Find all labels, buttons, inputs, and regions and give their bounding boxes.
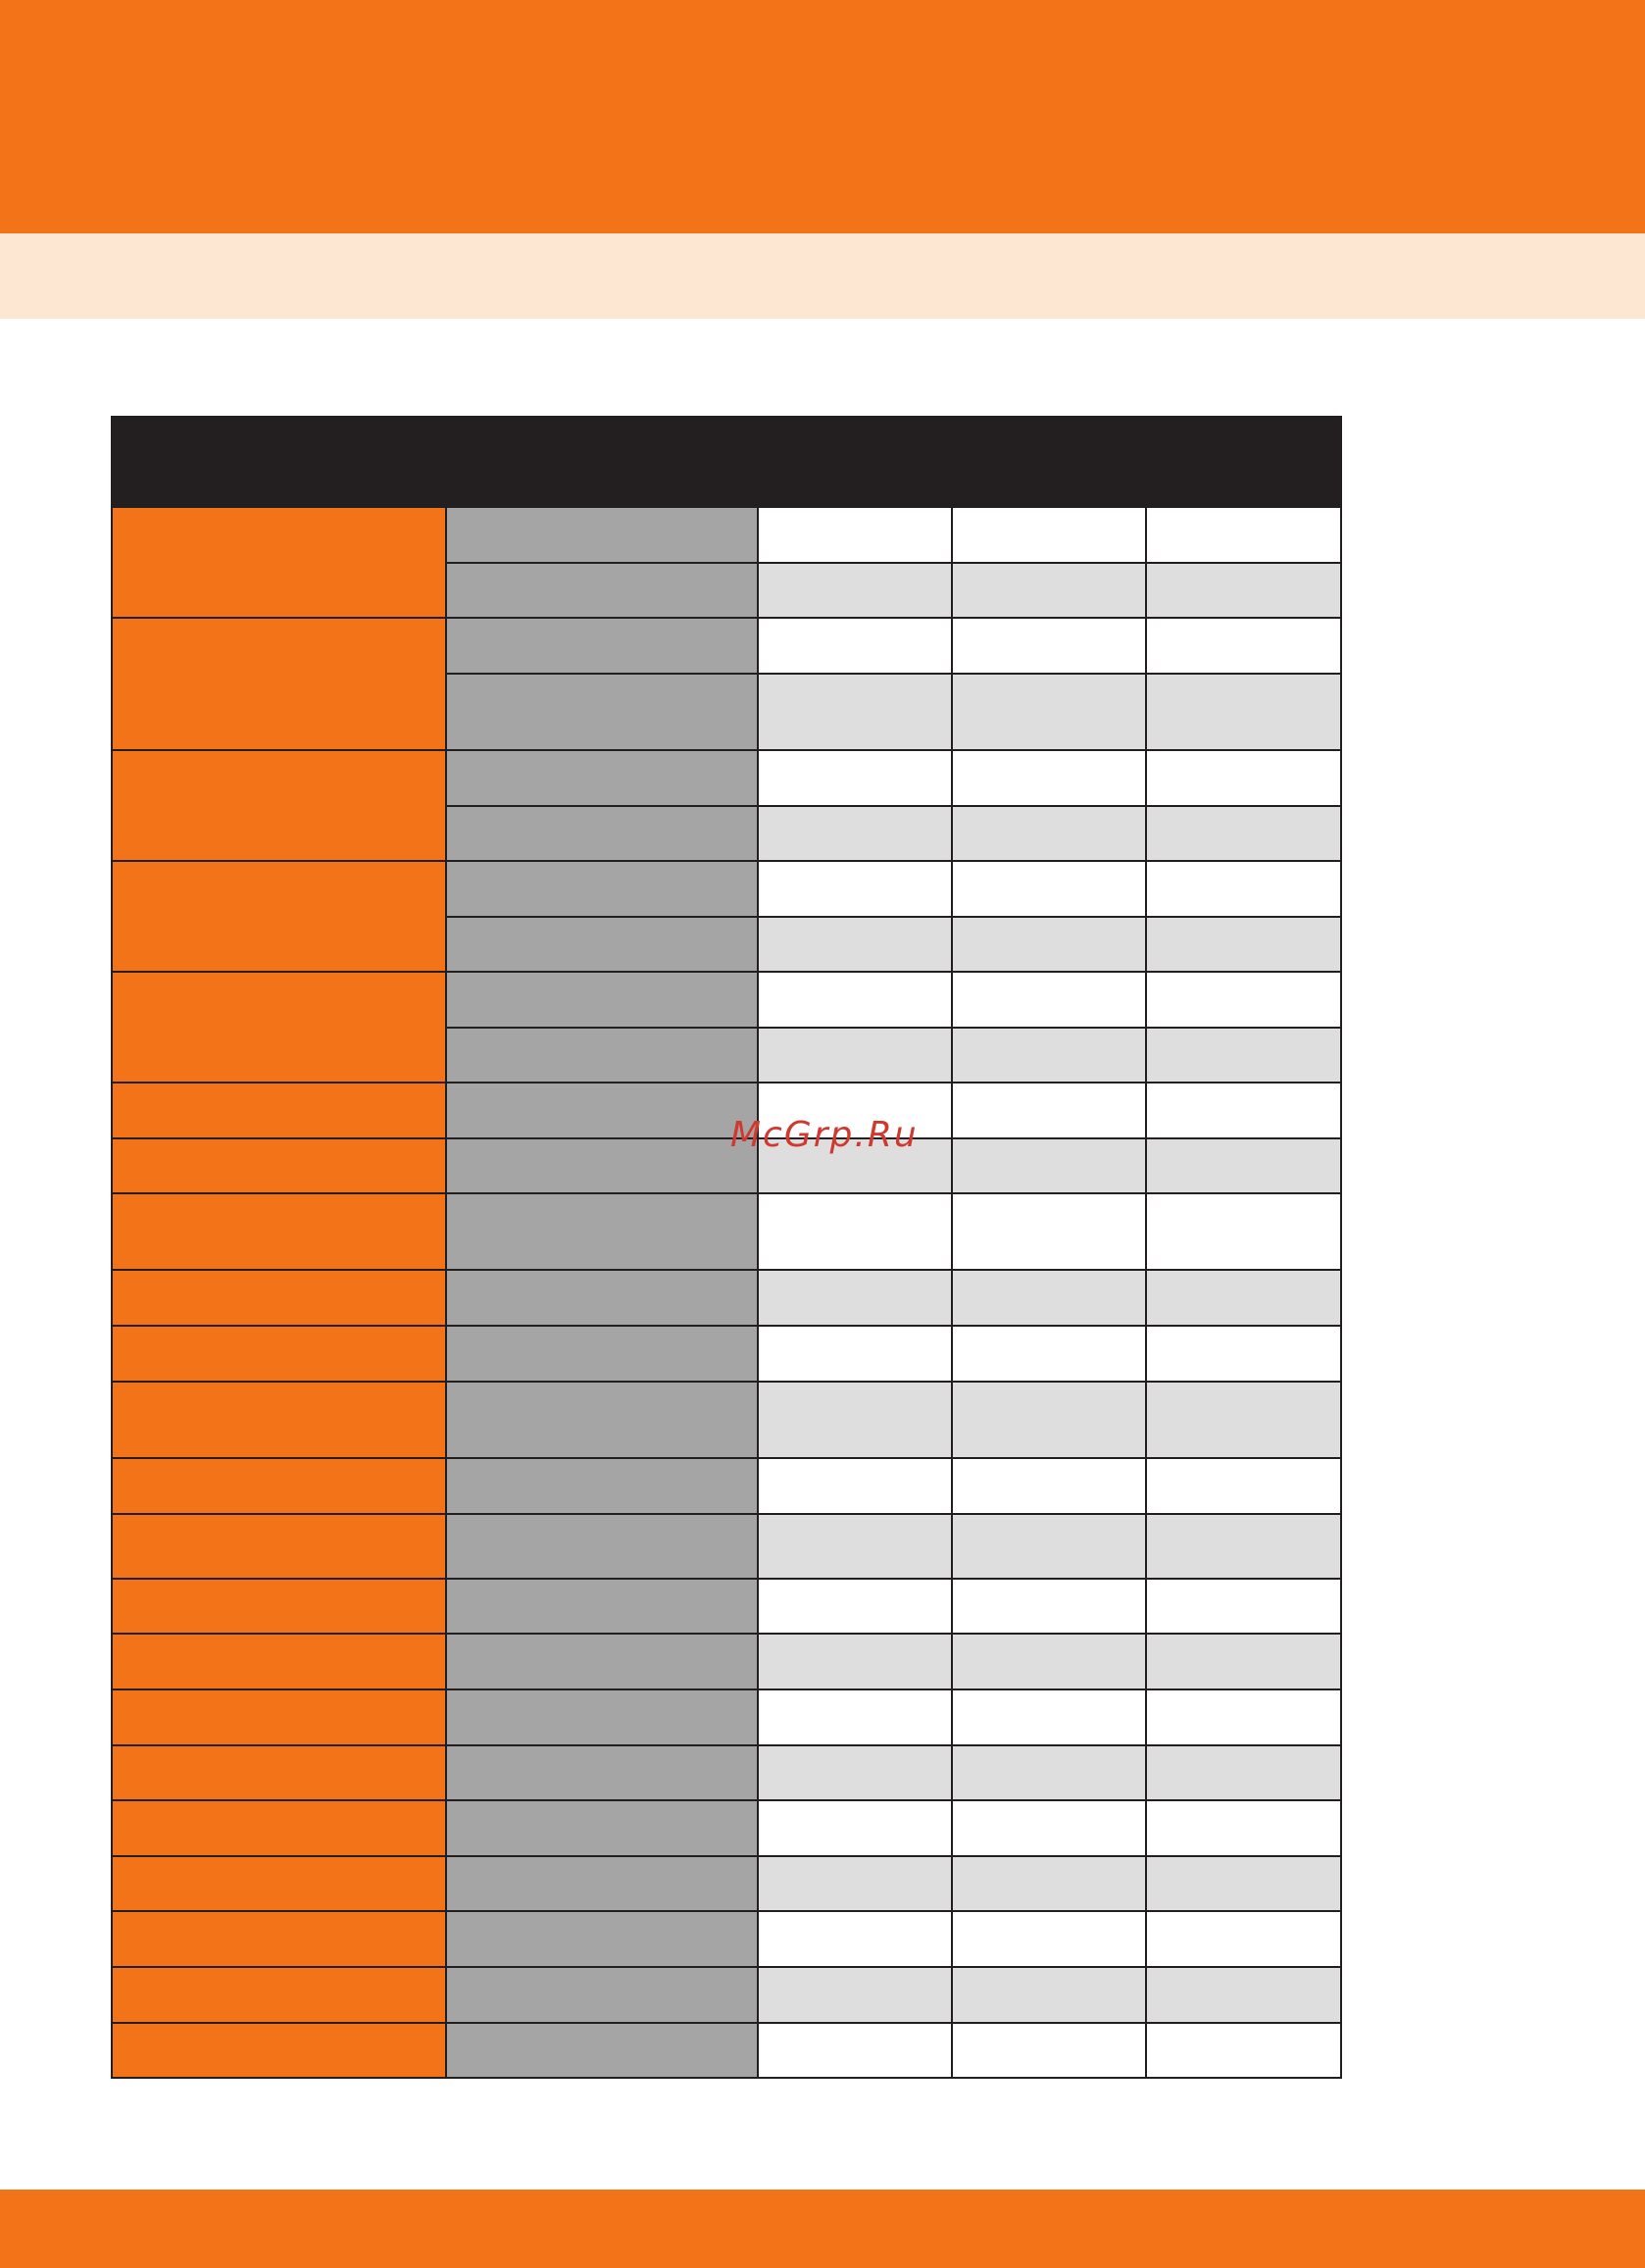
value-cell: [1146, 618, 1341, 674]
category-cell: [112, 1138, 446, 1193]
value-cell: [758, 1270, 952, 1326]
category-cell: [112, 1856, 446, 1911]
category-cell: [112, 1458, 446, 1514]
subcategory-cell: [446, 806, 758, 861]
value-cell: [952, 1800, 1146, 1856]
value-cell: [1146, 1083, 1341, 1138]
category-cell: [112, 1382, 446, 1458]
value-cell: [1146, 2023, 1341, 2078]
subcategory-cell: [446, 1138, 758, 1193]
value-cell: [758, 1745, 952, 1800]
value-cell: [952, 674, 1146, 750]
value-cell: [1146, 1579, 1341, 1634]
table-row: [112, 1856, 1341, 1911]
value-cell: [1146, 972, 1341, 1028]
value-cell: [952, 806, 1146, 861]
category-cell: [112, 1745, 446, 1800]
subcategory-cell: [446, 1689, 758, 1745]
subcategory-cell: [446, 1800, 758, 1856]
subcategory-cell: [446, 1028, 758, 1083]
subcategory-cell: [446, 1458, 758, 1514]
table-row: [112, 507, 1341, 563]
subcategory-cell: [446, 1270, 758, 1326]
value-cell: [758, 917, 952, 972]
subcategory-cell: [446, 917, 758, 972]
category-cell: [112, 972, 446, 1083]
subcategory-cell: [446, 1326, 758, 1382]
value-cell: [952, 972, 1146, 1028]
value-cell: [1146, 1028, 1341, 1083]
value-cell: [758, 563, 952, 618]
value-cell: [952, 2023, 1146, 2078]
table-row: [112, 2023, 1341, 2078]
value-cell: [758, 972, 952, 1028]
subcategory-cell: [446, 1967, 758, 2023]
value-cell: [952, 1083, 1146, 1138]
value-cell: [1146, 674, 1341, 750]
value-cell: [758, 1800, 952, 1856]
subcategory-cell: [446, 1911, 758, 1967]
value-cell: [758, 1579, 952, 1634]
category-cell: [112, 1689, 446, 1745]
subcategory-cell: [446, 972, 758, 1028]
spec-table: [111, 416, 1342, 2079]
value-cell: [1146, 806, 1341, 861]
category-cell: [112, 1270, 446, 1326]
value-cell: [1146, 1689, 1341, 1745]
value-cell: [952, 563, 1146, 618]
table-row: [112, 1634, 1341, 1689]
value-cell: [952, 750, 1146, 806]
table-row: [112, 1579, 1341, 1634]
value-cell: [952, 1745, 1146, 1800]
table-row: [112, 1382, 1341, 1458]
table-header-row: [112, 417, 1341, 507]
header-cell-feature: [112, 417, 758, 507]
table-row: [112, 861, 1341, 917]
value-cell: [758, 750, 952, 806]
value-cell: [1146, 1911, 1341, 1967]
category-cell: [112, 618, 446, 750]
value-cell: [1146, 1326, 1341, 1382]
value-cell: [758, 861, 952, 917]
subcategory-cell: [446, 861, 758, 917]
subcategory-cell: [446, 1745, 758, 1800]
table-row: [112, 1138, 1341, 1193]
value-cell: [952, 917, 1146, 972]
value-cell: [1146, 1745, 1341, 1800]
value-cell: [952, 1634, 1146, 1689]
value-cell: [1146, 750, 1341, 806]
table-row: [112, 1911, 1341, 1967]
value-cell: [952, 861, 1146, 917]
value-cell: [1146, 1270, 1341, 1326]
table-row: [112, 1326, 1341, 1382]
category-cell: [112, 861, 446, 972]
subcategory-cell: [446, 1382, 758, 1458]
category-cell: [112, 1800, 446, 1856]
value-cell: [1146, 1458, 1341, 1514]
value-cell: [952, 1138, 1146, 1193]
subcategory-cell: [446, 1083, 758, 1138]
value-cell: [952, 1028, 1146, 1083]
category-cell: [112, 1911, 446, 1967]
category-cell: [112, 2023, 446, 2078]
subcategory-cell: [446, 563, 758, 618]
value-cell: [952, 1856, 1146, 1911]
value-cell: [952, 1689, 1146, 1745]
value-cell: [1146, 1514, 1341, 1579]
header-cell-column-3: [1146, 417, 1341, 507]
category-cell: [112, 1326, 446, 1382]
subcategory-cell: [446, 2023, 758, 2078]
value-cell: [758, 1028, 952, 1083]
table-row: [112, 1458, 1341, 1514]
category-cell: [112, 750, 446, 861]
subcategory-cell: [446, 674, 758, 750]
value-cell: [952, 1193, 1146, 1270]
table-row: [112, 1800, 1341, 1856]
value-cell: [758, 1193, 952, 1270]
value-cell: [952, 1579, 1146, 1634]
table-row: [112, 618, 1341, 674]
watermark: McGrp.Ru: [730, 1115, 919, 1155]
value-cell: [952, 1382, 1146, 1458]
subcategory-cell: [446, 750, 758, 806]
value-cell: [952, 1458, 1146, 1514]
value-cell: [758, 618, 952, 674]
value-cell: [1146, 1138, 1341, 1193]
value-cell: [758, 674, 952, 750]
value-cell: [952, 1326, 1146, 1382]
value-cell: [952, 618, 1146, 674]
value-cell: [758, 1967, 952, 2023]
subcategory-cell: [446, 1856, 758, 1911]
value-cell: [1146, 507, 1341, 563]
category-cell: [112, 1193, 446, 1270]
category-cell: [112, 1967, 446, 2023]
subheader-band: [0, 233, 1645, 319]
table-row: [112, 1689, 1341, 1745]
value-cell: [1146, 1856, 1341, 1911]
subcategory-cell: [446, 1514, 758, 1579]
table-row: [112, 972, 1341, 1028]
table-row: [112, 1083, 1341, 1138]
value-cell: [952, 1514, 1146, 1579]
subcategory-cell: [446, 1634, 758, 1689]
value-cell: [758, 806, 952, 861]
value-cell: [758, 1382, 952, 1458]
header-cell-column-1: [758, 417, 952, 507]
value-cell: [758, 1514, 952, 1579]
table-row: [112, 1745, 1341, 1800]
value-cell: [758, 1326, 952, 1382]
value-cell: [758, 1689, 952, 1745]
value-cell: [1146, 1193, 1341, 1270]
table-row: [112, 1193, 1341, 1270]
header-band: [0, 0, 1645, 233]
table-row: [112, 1967, 1341, 2023]
value-cell: [952, 1911, 1146, 1967]
category-cell: [112, 1579, 446, 1634]
subcategory-cell: [446, 1579, 758, 1634]
value-cell: [758, 2023, 952, 2078]
value-cell: [1146, 1634, 1341, 1689]
table-row: [112, 750, 1341, 806]
value-cell: [1146, 917, 1341, 972]
value-cell: [1146, 1382, 1341, 1458]
value-cell: [758, 507, 952, 563]
value-cell: [1146, 1800, 1341, 1856]
value-cell: [1146, 861, 1341, 917]
value-cell: [952, 1270, 1146, 1326]
category-cell: [112, 1634, 446, 1689]
category-cell: [112, 1083, 446, 1138]
table-row: [112, 1270, 1341, 1326]
subcategory-cell: [446, 507, 758, 563]
header-cell-column-2: [952, 417, 1146, 507]
subcategory-cell: [446, 618, 758, 674]
value-cell: [758, 1634, 952, 1689]
category-cell: [112, 507, 446, 618]
footer-band: [0, 2190, 1645, 2268]
value-cell: [952, 507, 1146, 563]
value-cell: [758, 1856, 952, 1911]
table-row: [112, 1514, 1341, 1579]
value-cell: [952, 1967, 1146, 2023]
value-cell: [758, 1458, 952, 1514]
value-cell: [758, 1911, 952, 1967]
subcategory-cell: [446, 1193, 758, 1270]
value-cell: [1146, 563, 1341, 618]
value-cell: [1146, 1967, 1341, 2023]
category-cell: [112, 1514, 446, 1579]
